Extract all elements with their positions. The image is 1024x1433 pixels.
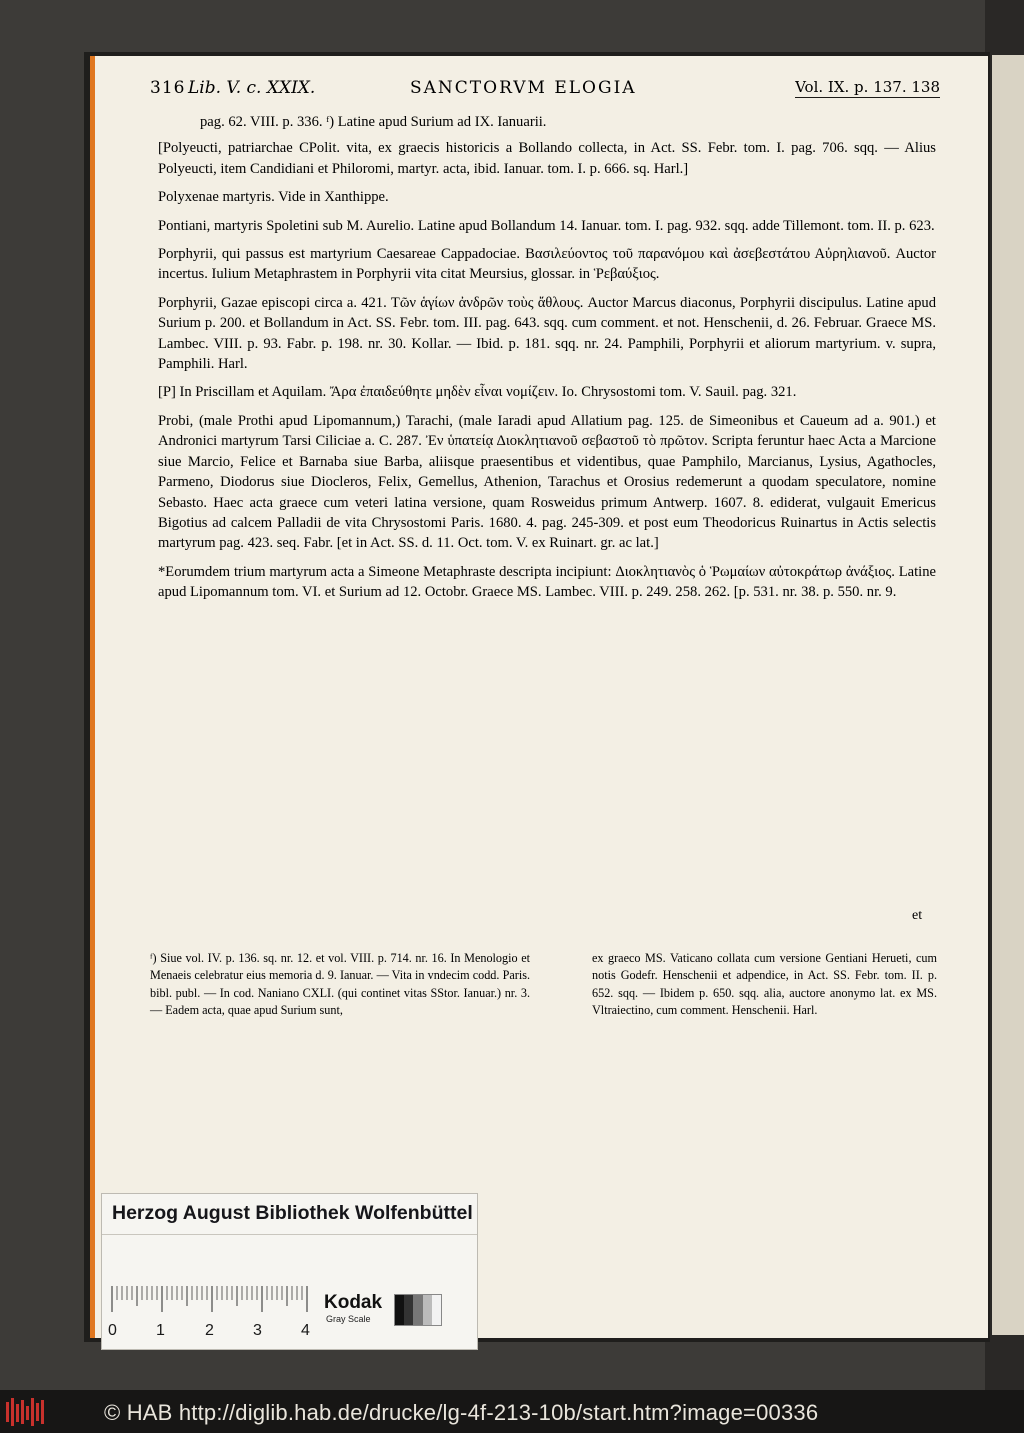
text-entry: Pontiani, martyris Spoletini sub M. Aurelio. Latine apud Bollandum 14. Ianuar. tom. I. pag. 932. sqq. adde Tillemont. tom. II. p. 623.	[158, 217, 935, 234]
hab-logo-icon	[6, 1398, 48, 1426]
text-entry: *Eorumdem trium martyrum acta a Simeone Metaphraste descripta incipiunt: Διοκλητιανὸς ὁ Ῥωμαίων αὐτοκράτωρ ἀνάξιος. Latine apud Lipomannum tom. VI. et Surium ad 12. Octobr. Graece MS. Lambec. VIII. p. 249. 258. 262. [p. 531. nr. 38. p. 550. nr. 9.	[158, 563, 936, 601]
gray-scale-label: Gray Scale	[326, 1314, 371, 1324]
main-text	[158, 112, 936, 611]
ruler-number: 0	[108, 1322, 117, 1339]
catchword: et	[912, 908, 923, 923]
ruler-number: 2	[205, 1322, 214, 1339]
copyright-url[interactable]: © HAB http://diglib.hab.de/drucke/lg-4f-213-10b/start.htm?image=00336	[104, 1400, 819, 1425]
color-reference-card	[101, 1193, 478, 1350]
text-entry: [Polyeucti, patriarchae CPolit. vita, ex graecis historicis a Bollando collecta, in Act. SS. Febr. tom. I. pag. 706. sqq. — Alius Polyeucti, item Candidiani et Philoromi, martyr. acta, ibid. Ianuar. tom. I. p. 666. sq. Harl.]	[158, 140, 936, 177]
measuring-ruler	[110, 1286, 310, 1314]
volume-reference: Vol. IX. p. 137. 138	[795, 78, 940, 96]
ruler-number: 4	[301, 1322, 310, 1339]
text-entry: Porphyrii, Gazae episcopi circa a. 421. Τῶν ἁγίων ἀνδρῶν τοὺς ἄθλους. Auctor Marcus diaconus, Porphyrii discipulus. Latine apud Surium p. 200. et Bollandum in Act. SS. Febr. tom. III. pag. 643. sqq. cum comment. et not. Henschenii, d. 26. Februar. Graece MS. Lambec. VIII. p. 93. Fabr. p. 198. nr. 30. Kollar. — Ibid. p. 181. sqq. nr. 24. Pamphili, Porphyrii et aliorum martyrium. v. supra, Pamphili. Harl.	[158, 294, 936, 373]
library-name: Herzog August Bibliothek Wolfenbüttel	[112, 1202, 473, 1224]
adjacent-page-edge	[992, 55, 1024, 1335]
page-number: 316	[150, 78, 186, 98]
running-head	[150, 78, 940, 108]
ruler-number: 3	[253, 1322, 262, 1339]
running-title: SANCTORVM ELOGIA	[410, 78, 637, 98]
text-entry: Porphyrii, qui passus est martyrium Caesareae Cappadociae. Βασιλεύοντος τοῦ παρανόμου καὶ ἀσεβεστάτου Αὐρηλιανοῦ. Auctor incertus. Iulium Metaphrastem in Porphyrii vita citat Meursius, glossar. in Ῥεβαύξιος.	[158, 246, 936, 283]
text-entry: Polyxenae martyris. Vide in Xanthippe.	[158, 189, 389, 206]
gray-scale-swatch	[394, 1294, 442, 1326]
kodak-brand: Kodak	[324, 1292, 383, 1313]
footnote-right-column: ex graeco MS. Vaticano collata cum versione Gentiani Herueti, cum notis Godefr. Henschenii et adpendice, in Act. SS. Febr. tom. II. p. 652. sqq. — Ibidem p. 650. sqq. alia, auctore anonymo lat. ex MS. Vltraiectino, cum comment. Henschenii. Harl.	[592, 951, 937, 1018]
book-chapter: Lib. V. c. XXIX.	[188, 78, 316, 98]
ruler-number: 1	[156, 1322, 165, 1339]
text-entry: pag. 62. VIII. p. 336. ᶠ) Latine apud Surium ad IX. Ianuarii.	[200, 114, 547, 130]
text-entry: Probi, (male Prothi apud Lipomannum,) Tarachi, (male Iaradi apud Allatium pag. 125. de Simeonibus et Caueum ad a. 901.) et Andronici martyrum Tarsi Ciliciae a. C. 287. Ἐν ὑπατείᾳ Διοκλητιανοῦ σεβαστοῦ τὸ πρῶτον. Scripta feruntur haec Acta a Marcione siue Marcio, Felice et Barnaba siue Barba, aliisque praesentibus et videntibus, quae Pamphilo, Marcianus, Lysius, Agathocles, Parmeno, Diodorus siue Diocleros, Felix, Gemellus, Athenion, Tarachus et Orosius redemerunt a quodam speculatore, nomine Sebasto. Haec acta graece cum veteri latina versione, quam Rosweidus primum Antwerp. 1607. 8. ediderat, vulgauit Emericus Bigotius ad calcem Palladii de vita Chrysostomi Paris. 1680. 4. pag. 245-309. et post eum Theodoricus Ruinartus in Actis selectis martyrum pag. 423. seq. Fabr. [et in Act. SS. d. 11. Oct. tom. V. ex Ruinart. gr. ac lat.]	[158, 412, 936, 552]
text-entry: [P] In Priscillam et Aquilam. Ἄρα ἐπαιδεύθητε μηδὲν εἶναι νομίζειν. Io. Chrysostomi tom. V. Sauil. pag. 321.	[158, 384, 797, 401]
footnote-left-column: ᶠ) Siue vol. IV. p. 136. sq. nr. 12. et vol. VIII. p. 714. nr. 16. In Menologio et Menaeis celebratur eius memoria d. 9. Ianuar. — Vita in vndecim codd. Paris. bibl. publ. — In cod. Naniano CXLI. (qui continet vitas SStor. Ianuar.) nr. 3. — Eadem acta, quae apud Surium sunt,	[150, 951, 530, 1018]
